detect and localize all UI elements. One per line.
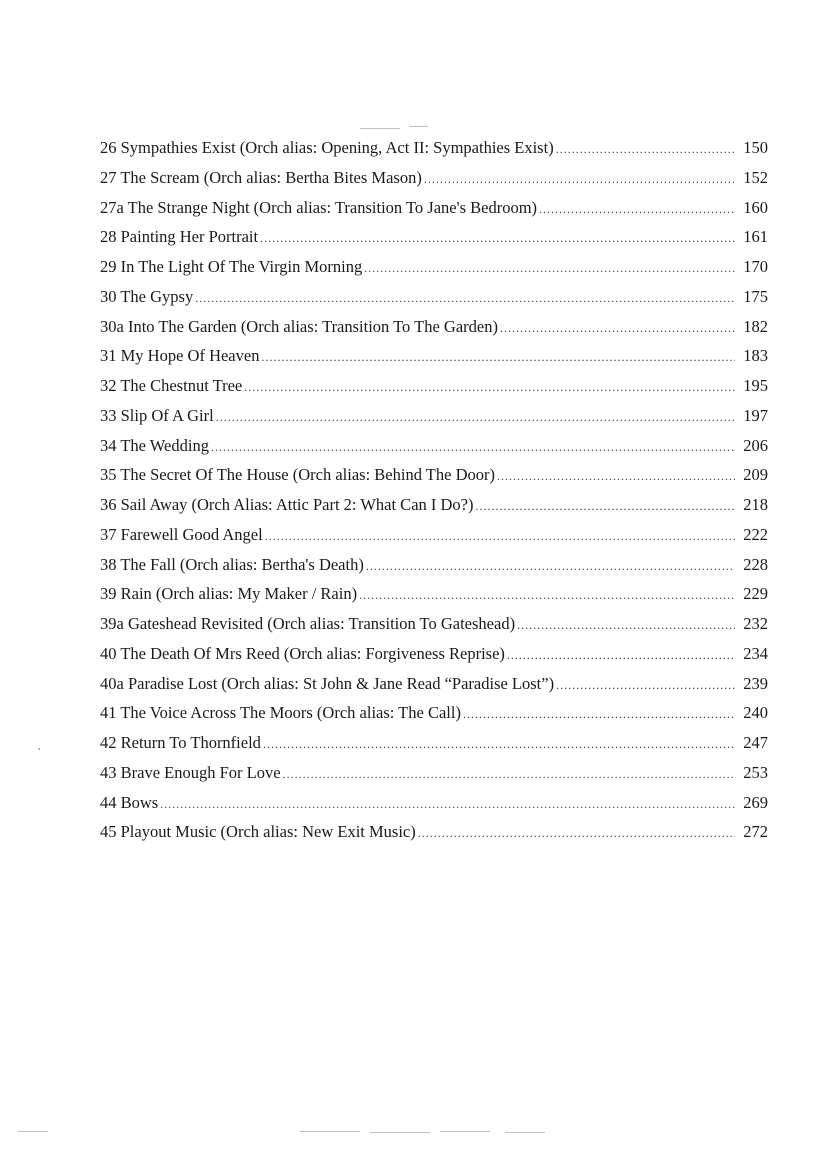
entry-page-number: 269 (743, 792, 768, 812)
entry-page-number: 170 (743, 257, 768, 276)
entry-page-number: 183 (743, 346, 768, 366)
dot-leader (265, 522, 735, 552)
toc-entry (100, 371, 768, 401)
entry-title: 31 My Hope Of Heaven (100, 346, 260, 366)
dot-leader (517, 611, 735, 641)
table-of-contents (100, 133, 768, 847)
toc-entry (100, 163, 768, 193)
entry-page-number: 253 (743, 762, 768, 782)
entry-page-number: 206 (743, 435, 768, 455)
toc-entry (100, 341, 768, 371)
entry-page-number: 195 (743, 376, 768, 395)
dot-leader (260, 224, 735, 254)
toc-entry (100, 312, 768, 342)
toc-entry (100, 490, 768, 520)
toc-entry (100, 550, 768, 580)
dot-leader (283, 760, 735, 790)
entry-page-number: 197 (743, 405, 768, 425)
toc-entry (100, 133, 768, 163)
dot-leader (160, 790, 735, 820)
entry-title: 43 Brave Enough For Love (100, 762, 281, 782)
entry-page-number: 160 (743, 197, 768, 217)
entry-page-number: 229 (743, 584, 768, 604)
toc-entry (100, 431, 768, 461)
toc-entry (100, 401, 768, 431)
entry-page-number: 240 (743, 703, 768, 723)
entry-page-number: 152 (743, 167, 768, 187)
dot-leader (364, 254, 735, 284)
dot-leader (424, 165, 735, 195)
entry-title: 30a Into The Garden (Orch alias: Transition To The Garden) (100, 316, 498, 336)
entry-title: 28 Painting Her Portrait (100, 227, 259, 247)
entry-page-number: 218 (743, 495, 768, 514)
entry-page-number: 247 (743, 733, 768, 752)
toc-entry (100, 520, 768, 550)
entry-title: 45 Playout Music (Orch alias: New Exit Music) (100, 822, 416, 842)
dot-leader (556, 671, 735, 701)
entry-page-number: 175 (743, 286, 768, 306)
toc-entry (100, 252, 768, 282)
entry-title: 33 Slip Of A Girl (100, 405, 214, 425)
entry-page-number: 182 (743, 316, 768, 336)
dot-leader (261, 343, 735, 373)
entry-title: 34 The Wedding (100, 435, 209, 455)
entry-page-number: 209 (743, 465, 768, 485)
entry-title: 39 Rain (Orch alias: My Maker / Rain) (100, 584, 358, 604)
entry-title: 40a Paradise Lost (Orch alias: St John & Jane Read “Paradise Lost”) (100, 673, 555, 693)
entry-title: 42 Return To Thornfield (100, 733, 261, 752)
dot-leader (216, 403, 735, 433)
toc-entry (100, 579, 768, 609)
dot-leader (366, 552, 735, 582)
dot-leader (476, 492, 736, 522)
dot-leader (463, 700, 735, 730)
dot-leader (359, 581, 735, 611)
toc-entry (100, 698, 768, 728)
entry-page-number: 161 (743, 227, 768, 247)
entry-title: 37 Farewell Good Angel (100, 524, 263, 544)
entry-title: 41 The Voice Across The Moors (Orch alias: The Call) (100, 703, 461, 723)
toc-entry (100, 193, 768, 223)
entry-title: 26 Sympathies Exist (Orch alias: Opening, Act II: Sympathies Exist) (100, 138, 554, 157)
dot-leader (556, 135, 735, 165)
toc-entry (100, 609, 768, 639)
entry-page-number: 222 (743, 524, 768, 544)
toc-entry (100, 817, 768, 847)
toc-entry (100, 639, 768, 669)
entry-title: 35 The Secret Of The House (Orch alias: Behind The Door) (100, 465, 495, 485)
dot-leader (539, 195, 735, 225)
entry-page-number: 150 (743, 138, 768, 157)
toc-entry (100, 728, 768, 758)
entry-title: 40 The Death Of Mrs Reed (Orch alias: Forgiveness Reprise) (100, 643, 505, 663)
entry-title: 36 Sail Away (Orch Alias: Attic Part 2: What Can I Do?) (100, 495, 474, 514)
dot-leader (507, 641, 735, 671)
toc-entry (100, 669, 768, 699)
dot-leader (500, 314, 735, 344)
toc-entry (100, 758, 768, 788)
dot-leader (497, 462, 735, 492)
scan-artifact-bottom (18, 1131, 48, 1132)
toc-entry (100, 460, 768, 490)
toc-entry (100, 282, 768, 312)
scan-artifact-top (360, 128, 400, 129)
entry-title: 38 The Fall (Orch alias: Bertha's Death) (100, 554, 364, 574)
scan-artifact-bottom (370, 1132, 430, 1133)
entry-title: 27 The Scream (Orch alias: Bertha Bites Mason) (100, 167, 422, 187)
entry-page-number: 272 (743, 822, 768, 842)
entry-title: 32 The Chestnut Tree (100, 376, 243, 395)
dot-leader (211, 433, 735, 463)
entry-title: 27a The Strange Night (Orch alias: Transition To Jane's Bedroom) (100, 197, 538, 217)
entry-title: 29 In The Light Of The Virgin Morning (100, 257, 363, 276)
entry-page-number: 234 (743, 643, 768, 663)
dot-leader (195, 284, 735, 314)
scan-artifact-bottom (440, 1131, 490, 1132)
scan-artifact-bottom (300, 1131, 360, 1132)
scan-artifact-bottom (505, 1132, 545, 1133)
dot-leader (418, 819, 735, 849)
entry-title: 30 The Gypsy (100, 286, 194, 306)
dot-leader (244, 373, 735, 403)
entry-title: 39a Gateshead Revisited (Orch alias: Transition To Gateshead) (100, 614, 516, 633)
dot-leader (263, 730, 735, 760)
toc-entry (100, 788, 768, 818)
toc-entry (100, 222, 768, 252)
entry-page-number: 239 (743, 673, 768, 693)
scan-artifact-top (410, 126, 428, 127)
entry-title: 44 Bows (100, 792, 159, 812)
scan-speck (38, 748, 40, 750)
entry-page-number: 228 (743, 554, 768, 574)
entry-page-number: 232 (743, 614, 768, 633)
